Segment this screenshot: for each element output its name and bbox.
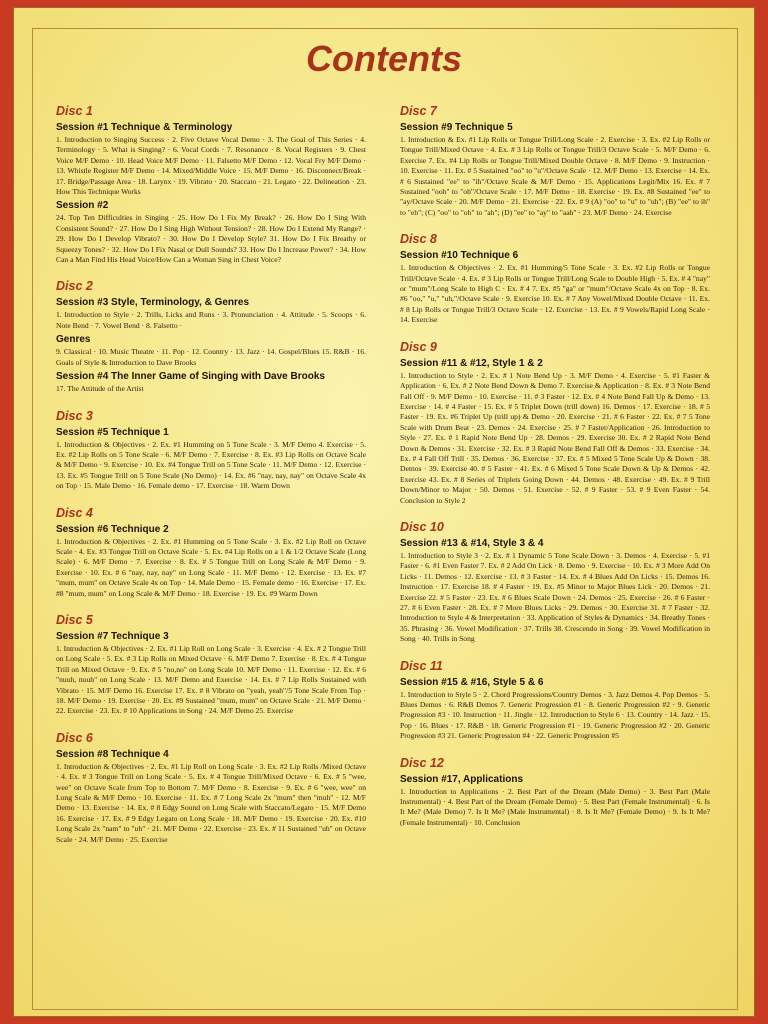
disc-section [56,104,366,265]
disc-title: Disc 2 [56,279,93,294]
disc-section [56,731,366,845]
right-column [400,104,710,842]
session-title: Session #11 & #12, Style 1 & 2 [400,357,543,369]
track-list: 24. Top Ten Difficulties in Singing · 25. How Do I Fix My Break? · 26. How Do I Sing With Consistent Sound? · 27. How Do I Sing High Without Tension? · 28. How Do I Extend My Range? · 29. How Do I Develop Vibrato? · 30. How Do I Develop Style? 31. How Do I Fix Breathy or Squeezy Tones? · 32. How Do I Fix Nasal or Dull Sounds? 33. How Do I Increase Power? · 34. How Can a Man Find His Head Voice/How Can a Woman Sing in Chest Voice? [56,213,366,265]
disc-title: Disc 9 [400,339,437,354]
session-title: Session #9 Technique 5 [400,122,513,133]
track-list: 1. Introduction to Style · 2. Trills, Licks and Runs · 3. Pronunciation · 4. Attitude · 5. Scoops · 6. Note Bend · 7. Vowel Bend · 8. Falsetto · [56,310,366,330]
disc-title: Disc 10 [400,519,444,534]
session-title: Session #3 Style, Terminology, & Genres [56,297,250,309]
disc-section [56,506,366,599]
track-list: 1. Introduction to Singing Success · 2. Five Octave Vocal Demo · 3. The Goal of This Series · 4. Terminology · 5. What is Singing? · 6. Vocal Cords · 7. Resonance · 8. Vocal Registers · 9. Chest Voice M/F Demo · 10. Head Voice M/F Demo · 11. Falsetto M/F Demo · 12. Vocal Fry M/F Demo · 13. Whistle Register M/F Demo · 14. Mixed/Middle Voice · 15. M/F Demo · 16. Disconnect/Break · 17. Bridge/Passage Area · 18. Larynx · 19. Vibrato · 20. Staccato · 21. Legato · 22. Delineation · 23. How This Technique Works [56,135,366,197]
track-list: 1. Introduction to Style 3 · 2. Ex. # 1 Dynamic 5 Tone Scale Down · 3. Demos · 4. Exercise · 5. #1 Faster · 6. #1 Even Faster 7. Ex. # 2 Add On Lick · 8. Demo · 9. Exercise · 10. Ex. # 3 More Add On Licks · 11. Demos · 12. Exercise · 13. # 3 Faster · 14. Ex. # 4 Blues Add On Licks · 15. Demos 16. Instruction · 17. Exercise 18. # 4 Faster · 19. Ex. #5 Minor to Major Blues Lick · 20. Demos · 21. Exercise 22. # 5 Faster · 23. Ex. # 6 Blues Scale Down · 24. Demos · 25. Exercise · 26. # 6 Faster · 27. # 6 Even Faster · 28. Ex. # 7 More Blues Licks · 29. Demos · 30. Exercise 31. # 7 Faster · 32. Introduction to Style 4 & Interpretation · 33. Application of Styles & Dynamics · 34. Breathy Tones · 35. Phrasing · 36. Vowel Modification · 37. Trills 38. Crescendo in Song · 39. Vowel Modification in Song · 40. Trills in Song [400,550,710,644]
disc-section [400,104,710,218]
track-list: 17. The Attitude of the Artist [56,384,144,394]
track-list: 1. Introduction & Objectives · 2. Ex. #1 Humming on 5 Tone Scale · 3. Ex. #2 Lip Roll on Octave Scale · 4. Ex. #3 Tongue Trill on Octave Scale · 5. Ex. #4 Lip Rolls on a 1 & 1/2 Octave Scale (Long Scale) · 6. M/F Demo · 7. Exercise · 8. Ex. # 5 Tongue Trill on Long Scale & M/F Demo · 9. Exercise · 10. Ex. # 6 "nay, nay, nay" on Long Scale · 11. M/F Demo · 12. Exercise · 13. Ex. #7 "mum, mum" on Octave Scale 4x on Top · 14. Male Demo · 15. Female demo · 16. Exercise · 17. Ex. #8 "mum, mum" on Long Scale & M/F Demo · 18. Exercise · 19. Ex. #9 Warm Down [56,536,366,598]
disc-title: Disc 3 [56,408,93,423]
disc-section [56,409,366,492]
disc-title: Disc 5 [56,612,93,627]
disc-title: Disc 4 [56,505,93,520]
disc-section [400,340,710,506]
left-column [56,104,366,859]
session-title: Session #2 [56,200,109,212]
page-title: Contents [306,38,462,79]
disc-title: Disc 11 [400,658,443,673]
track-list: 9. Classical · 10. Music Theatre · 11. Pop · 12. Country · 13. Jazz · 14. Gospel/Blues 15. R&B · 16. Goals of Style & Introduction to Dave Brooks [56,347,366,367]
session-title: Session #15 & #16, Style 5 & 6 [400,676,544,688]
disc-section [400,520,710,645]
session-title: Session #7 Technique 3 [56,630,169,642]
track-list: 1. Introduction & Objectives · 2. Ex. #1 Humming/5 Tone Scale · 3. Ex. #2 Lip Rolls or Tongue Trill/Octave Scale · 4. Ex. # 3 Lip Rolls or Tongue Trill/Long Scale to Double High · 5. Ex. # 4 "nay" or "mum"/Long Scale to High C · Ex. # 4 7. Ex. #5 "ga" or "mum"/Octave Scale 4x on Top · 8. Ex. #6 "oo," "u," "uh,"/Octave Scale · 9. Exercise 10. Ex. # 7 Any Vowel/Mixed Double Octave · 11. Ex. # 8 Lip Rolls or Tongue Trill/3 Octave Scale · 12. Exercise · 13. Ex. # 9 Vowels/Rapid Long Scale · 14. Exercise [400,263,710,325]
session-title: Session #6 Technique 2 [56,523,169,535]
contents-page [14,8,754,1016]
track-list: 1. Introduction to Style 5 · 2. Chord Progressions/Country Demos · 3. Jazz Demos 4. Pop Demos · 5. Blues Demos · 6. R&B Demos 7. Generic Progression #1 · 8. Generic Progression #2 · 9. Generic Progression #3 · 10. Instruction · 11. Jingle · 12. Introduction to Style 6 · 13. Country · 14. Jazz · 15. Pop · 16. Blues · 17. R&B · 18. Generic Progression #1 · 19. Generic Progression #2 · 20. Generic Progression #3 21. Generic Progression #4 · 22. Generic Progression #5 [400,689,710,741]
track-list: 1. Introduction & Objectives · 2. Ex. #1 Humming on 5 Tone Scale · 3. M/F Demo 4. Exercise · 5. Ex. #2 Lip Rolls on 5 Tone Scale · 6. M/F Demo · 7. Exercise · 8. Ex. #3 Lip Rolls on Octave Scale & M/F Demo · 9. Exercise · 10. Ex. #4 Tongue Trill on 5 Tone Scale · 11. M/F Demo · 12. Exercise · 13. Ex. #5 Tongue Trill on 5 Tone Scale (No Demo) · 14. Ex. #6 "nay, nay, nay" on Octave Scale 4x on Top · 15. Male Demo · 16. Female demo · 17. Exercise · 18. Warm Down [56,439,366,491]
track-list: 1. Introduction to Style · 2. Ex. # 1 Note Bend Up · 3. M/F Demo · 4. Exercise · 5. #1 Faster & Application · 6. Ex. # 2 Note Bend Down & Demo 7. Exercise & Application · 8. Ex. # 3 Note Bend Fall Off · 9. M/F Demo · 10. Exercise · 11. # 3 Faster · 12. Ex. # 4 Note Bend Fall Up & Demo · 13. Exercise · 14. # 4 Faster · 15. Ex. # 5 Triplet Down (trill down) 16. Demos · 17. Exercise · 18. # 5 Faster · 19. Ex. #6 Triplet Up (trill up) & Demo · 20. Exercise · 21. # 6 Faster · 22. Ex. # 7 5 Tone Scale with Drum Beat · 23. Demos · 24. Exercise · 25. # 7 Faster/Application · 26. Introduction to Style · 27. Ex. # 1 Rapid Note Bend Up · 28. Demos · 29. Exercise 30. Ex. # 2 Rapid Note Bend Down & Demos · 31. Exercise · 32. Ex. # 3 Rapid Note Bend Fall Off & Demos · 33. Exercise · 34. Ex. # 4 Fall Off Trill · 35. Demos · 36. Exercise · 37. Ex. # 5 Mixed 5 Tone Scale Up & Down · 38. Demos · 39. Exercise 40. # 5 Faster · 41. Ex. # 6 Mixed 5 Tone Scale Down & Up & Demos · 42. Exercise 43. Ex. # 8 Series of Triplets Going Down · 44. Demos · 48. Exercise · 49. Ex. # 9 Trill Down/Minor to Major · 50. Demos · 51. Exercise · 52. # 9 Faster · 53. # 9 Even Faster · 54. Conclusion to Style 2 [400,370,710,505]
disc-section [56,613,366,717]
session-title: Genres [56,334,91,346]
session-title: Session #5 Technique 1 [56,426,169,438]
session-title: Session #13 & #14, Style 3 & 4 [400,537,544,549]
track-list: 1. Introduction & Ex. #1 Lip Rolls or Tongue Trill/Long Scale · 2. Exercise · 3. Ex. #2 Lip Rolls or Tongue Trill/Mixed Octave · 4. Ex. # 3 Lip Rolls or Tongue Trill/3 Octave Scale · 5. M/F Demo · 6. Exercise 7. Ex. #4 Lip Rolls or Tongue Trill/Mixed Double Octave · 8. M/F Demo · 9. Instruction · 10. Exercise · 11. Ex. # 5 Sustained "oo" to "u"/Octave Scale · 12. M/F Demo · 13. Exercise · 14. Ex. # 6 Sustained "ee" to "ih"/Octave Scale & M/F Demo · 15. Applications Legit/Mix 16. Ex. # 7 Sustained "ooh" to "oh"/Octave Scale · 17. M/F Demo · 18. Exercise · 19. Ex. #8 Sustained "ee" to "ay/Octave Scale · 20. M/F Demo · 21. Exercise · 22. Ex. # 9 (A) "oo" to "u" to "uh"; (B) "ee" to ih" to "eh"; (C) "oo" to "oh" to "ah"; (D) "ee" to "ay" to "aah" · 23. M/F Demo · 24. Exercise [400,135,710,217]
disc-title: Disc 12 [400,755,444,770]
session-title: Session #8 Technique 4 [56,748,169,760]
session-title: Session #10 Technique 6 [400,250,519,262]
track-list: 1. Introduction & Objectives · 2. Ex. #1 Lip Roll on Long Scale · 3. Ex. #2 Lip Rolls /Mixed Octave · 4. Ex. # 3 Tongue Trill on Long Scale · 5. Ex. # 4 Tongue Trill/Mixed Octave · 6. Ex. # 5 "wee, wee" on Octave Scale from Top to Bottom 7. M/F Demo · 8. Exercise · 9. Ex. # 6 "wee, wee" on Long Scale & M/F Demo · 10. Exercise · 11. Ex. # 7 Long Scale 2x "mum" then "muh" · 12. M/F Demo · 13. Exercise · 14. Ex. # 8 Edgy Sound on Long Scale with Staccato/Legato · 15. M/F Demo 16. Exercise · 17. Ex. # 9 Edgy Legato on Long Scale · 18. M/F Demo · 19. Exercise · 20. Ex. #10 Long Scale 2x "nam" to "uh" · 21. M/F Demo · 22. Exercise · 23. Ex. # 11 Sustained "uh" on Octave Scale · 24. M/F Demo · 25. Exercise [56,761,366,844]
disc-section [56,279,366,394]
disc-title: Disc 1 [56,104,93,118]
track-list: 1. Introduction to Applications · 2. Best Part of the Dream (Male Demo) · 3. Best Part (Male Instrumental) · 4. Best Part of the Dream (Female Demo) · 5. Best Part (Female Instrumental) · 6. Is It Me? (Male Demo) 7. Is It Me? (Male Instrumental) · 8. Is It Me? (Female Demo) · 9. Is It Me? (Female Instrumental) · 10. Conclusion [400,786,710,827]
session-title: Session #17, Applications [400,773,524,785]
disc-title: Disc 8 [400,232,437,247]
session-title: Session #1 Technique & Terminology [56,122,233,133]
disc-title: Disc 7 [400,104,437,118]
disc-section [400,232,710,325]
disc-title: Disc 6 [56,730,93,745]
disc-section [400,659,710,742]
session-title: Session #4 The Inner Game of Singing with Dave Brooks [56,371,325,383]
disc-section [400,756,710,829]
track-list: 1. Introduction & Objectives · 2. Ex. #1 Lip Roll on Long Scale · 3. Exercise · 4. Ex. # 2 Tongue Trill on Long Scale · 5. Ex. # 3 Lip Rolls on Mixed Octave · 6. M/F Demo 7. Exercise · 8. Ex. # 4 Tongue Trill on Mixed Octave · 9. Ex. # 5 "no,no" on Long Scale 10. M/F Demo · 11. Exercise · 12. Ex. # 6 "nuuh, nuuh" on Long Scale · 13. M/F Demo and Exercise · 14. Ex. # 7 Lip Rolls Sustained with Vibrato · 15. M/F Demo 16. Exercise 17. Ex. # 8 Vibrato on "yeah, yeah"/5 Tone Scale From Top · 18. M/F Demo · 19. Exercise · 20. Ex. #9 Sustained "mum, mum" on Octave Scale · 21. M/F Demo · 22. Exercise · 23. Ex. # 10 Applications in Song · 24. M/F Demo 25. Exercise [56,643,366,716]
